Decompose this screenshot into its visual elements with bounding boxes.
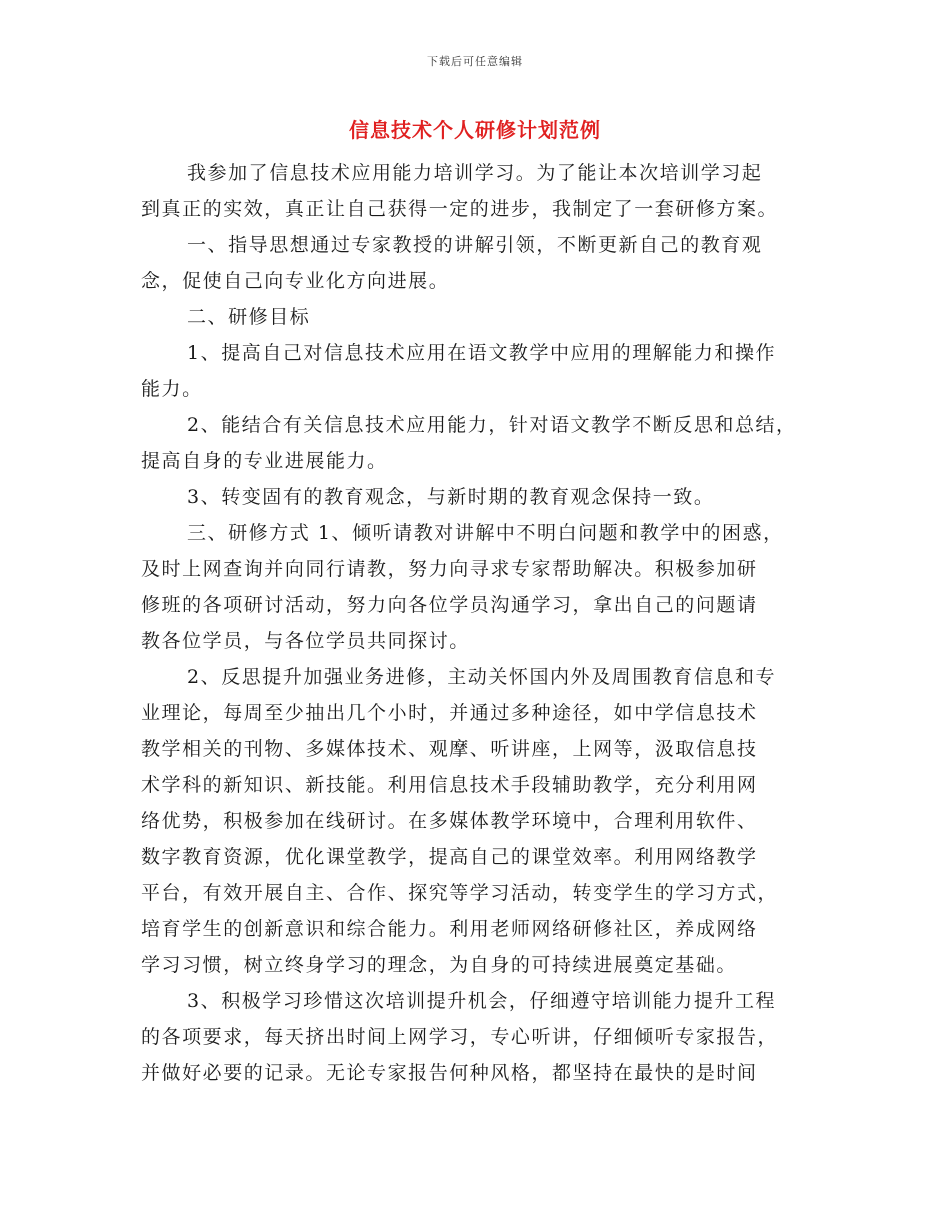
text-line: 三、研修方式 1、倾听请教对讲解中不明白问题和教学中的困惑， <box>187 522 784 544</box>
text-line: 术学科的新知识、新技能。利用信息技术手段辅助教学，充分利用网 <box>141 774 758 796</box>
document-body <box>141 155 813 1091</box>
text-line: 及时上网查询并向同行请教，努力向寻求专家帮助解决。积极参加研 <box>141 558 758 580</box>
text-line: 提高自身的专业进展能力。 <box>141 450 388 472</box>
text-line: 业理论，每周至少抽出几个小时，并通过多种途径，如中学信息技术 <box>141 702 758 724</box>
text-line: 2、反思提升加强业务进修，主动关怀国内外及周围教育信息和专 <box>187 666 777 688</box>
text-line: 学习习惯，树立终身学习的理念，为自身的可持续进展奠定基础。 <box>141 954 737 976</box>
text-line: 修班的各项研讨活动，努力向各位学员沟通学习，拿出自己的问题请 <box>141 594 758 616</box>
text-line: 并做好必要的记录。无论专家报告何种风格，都坚持在最快的是时间 <box>141 1062 758 1084</box>
text-line: 我参加了信息技术应用能力培训学习。为了能让本次培训学习起 <box>187 162 763 184</box>
text-line: 到真正的实效，真正让自己获得一定的进步，我制定了一套研修方案。 <box>141 198 779 220</box>
text-line: 2、能结合有关信息技术应用能力，针对语文教学不断反思和总结， <box>187 414 797 436</box>
text-line: 数字教育资源，优化课堂教学，提高自己的课堂效率。利用网络教学 <box>141 846 758 868</box>
text-line: 能力。 <box>141 378 203 400</box>
text-line: 的各项要求，每天挤出时间上网学习，专心听讲，仔细倾听专家报告， <box>141 1026 779 1048</box>
text-line: 1、提高自己对信息技术应用在语文教学中应用的理解能力和操作 <box>187 342 777 364</box>
text-line: 平台，有效开展自主、合作、探究等学习活动，转变学生的学习方式， <box>141 882 779 904</box>
text-line: 教学相关的刊物、多媒体技术、观摩、听讲座，上网等，汲取信息技 <box>141 738 758 760</box>
text-line: 3、转变固有的教育观念，与新时期的教育观念保持一致。 <box>187 486 715 508</box>
text-line: 络优势，积极参加在线研讨。在多媒体教学环境中，合理利用软件、 <box>141 810 758 832</box>
text-line: 念，促使自己向专业化方向进展。 <box>141 270 450 292</box>
document-title: 信息技术个人研修计划范例 <box>349 118 601 142</box>
text-line: 二、研修目标 <box>187 306 311 328</box>
text-line: 一、指导思想通过专家教授的讲解引领，不断更新自己的教育观 <box>187 234 763 256</box>
page-header-note: 下载后可任意编辑 <box>427 55 523 68</box>
text-line: 培育学生的创新意识和综合能力。利用老师网络研修社区，养成网络 <box>141 918 758 940</box>
text-line: 3、积极学习珍惜这次培训提升机会，仔细遵守培训能力提升工程 <box>187 990 777 1012</box>
text-line: 教各位学员，与各位学员共同探讨。 <box>141 630 470 652</box>
